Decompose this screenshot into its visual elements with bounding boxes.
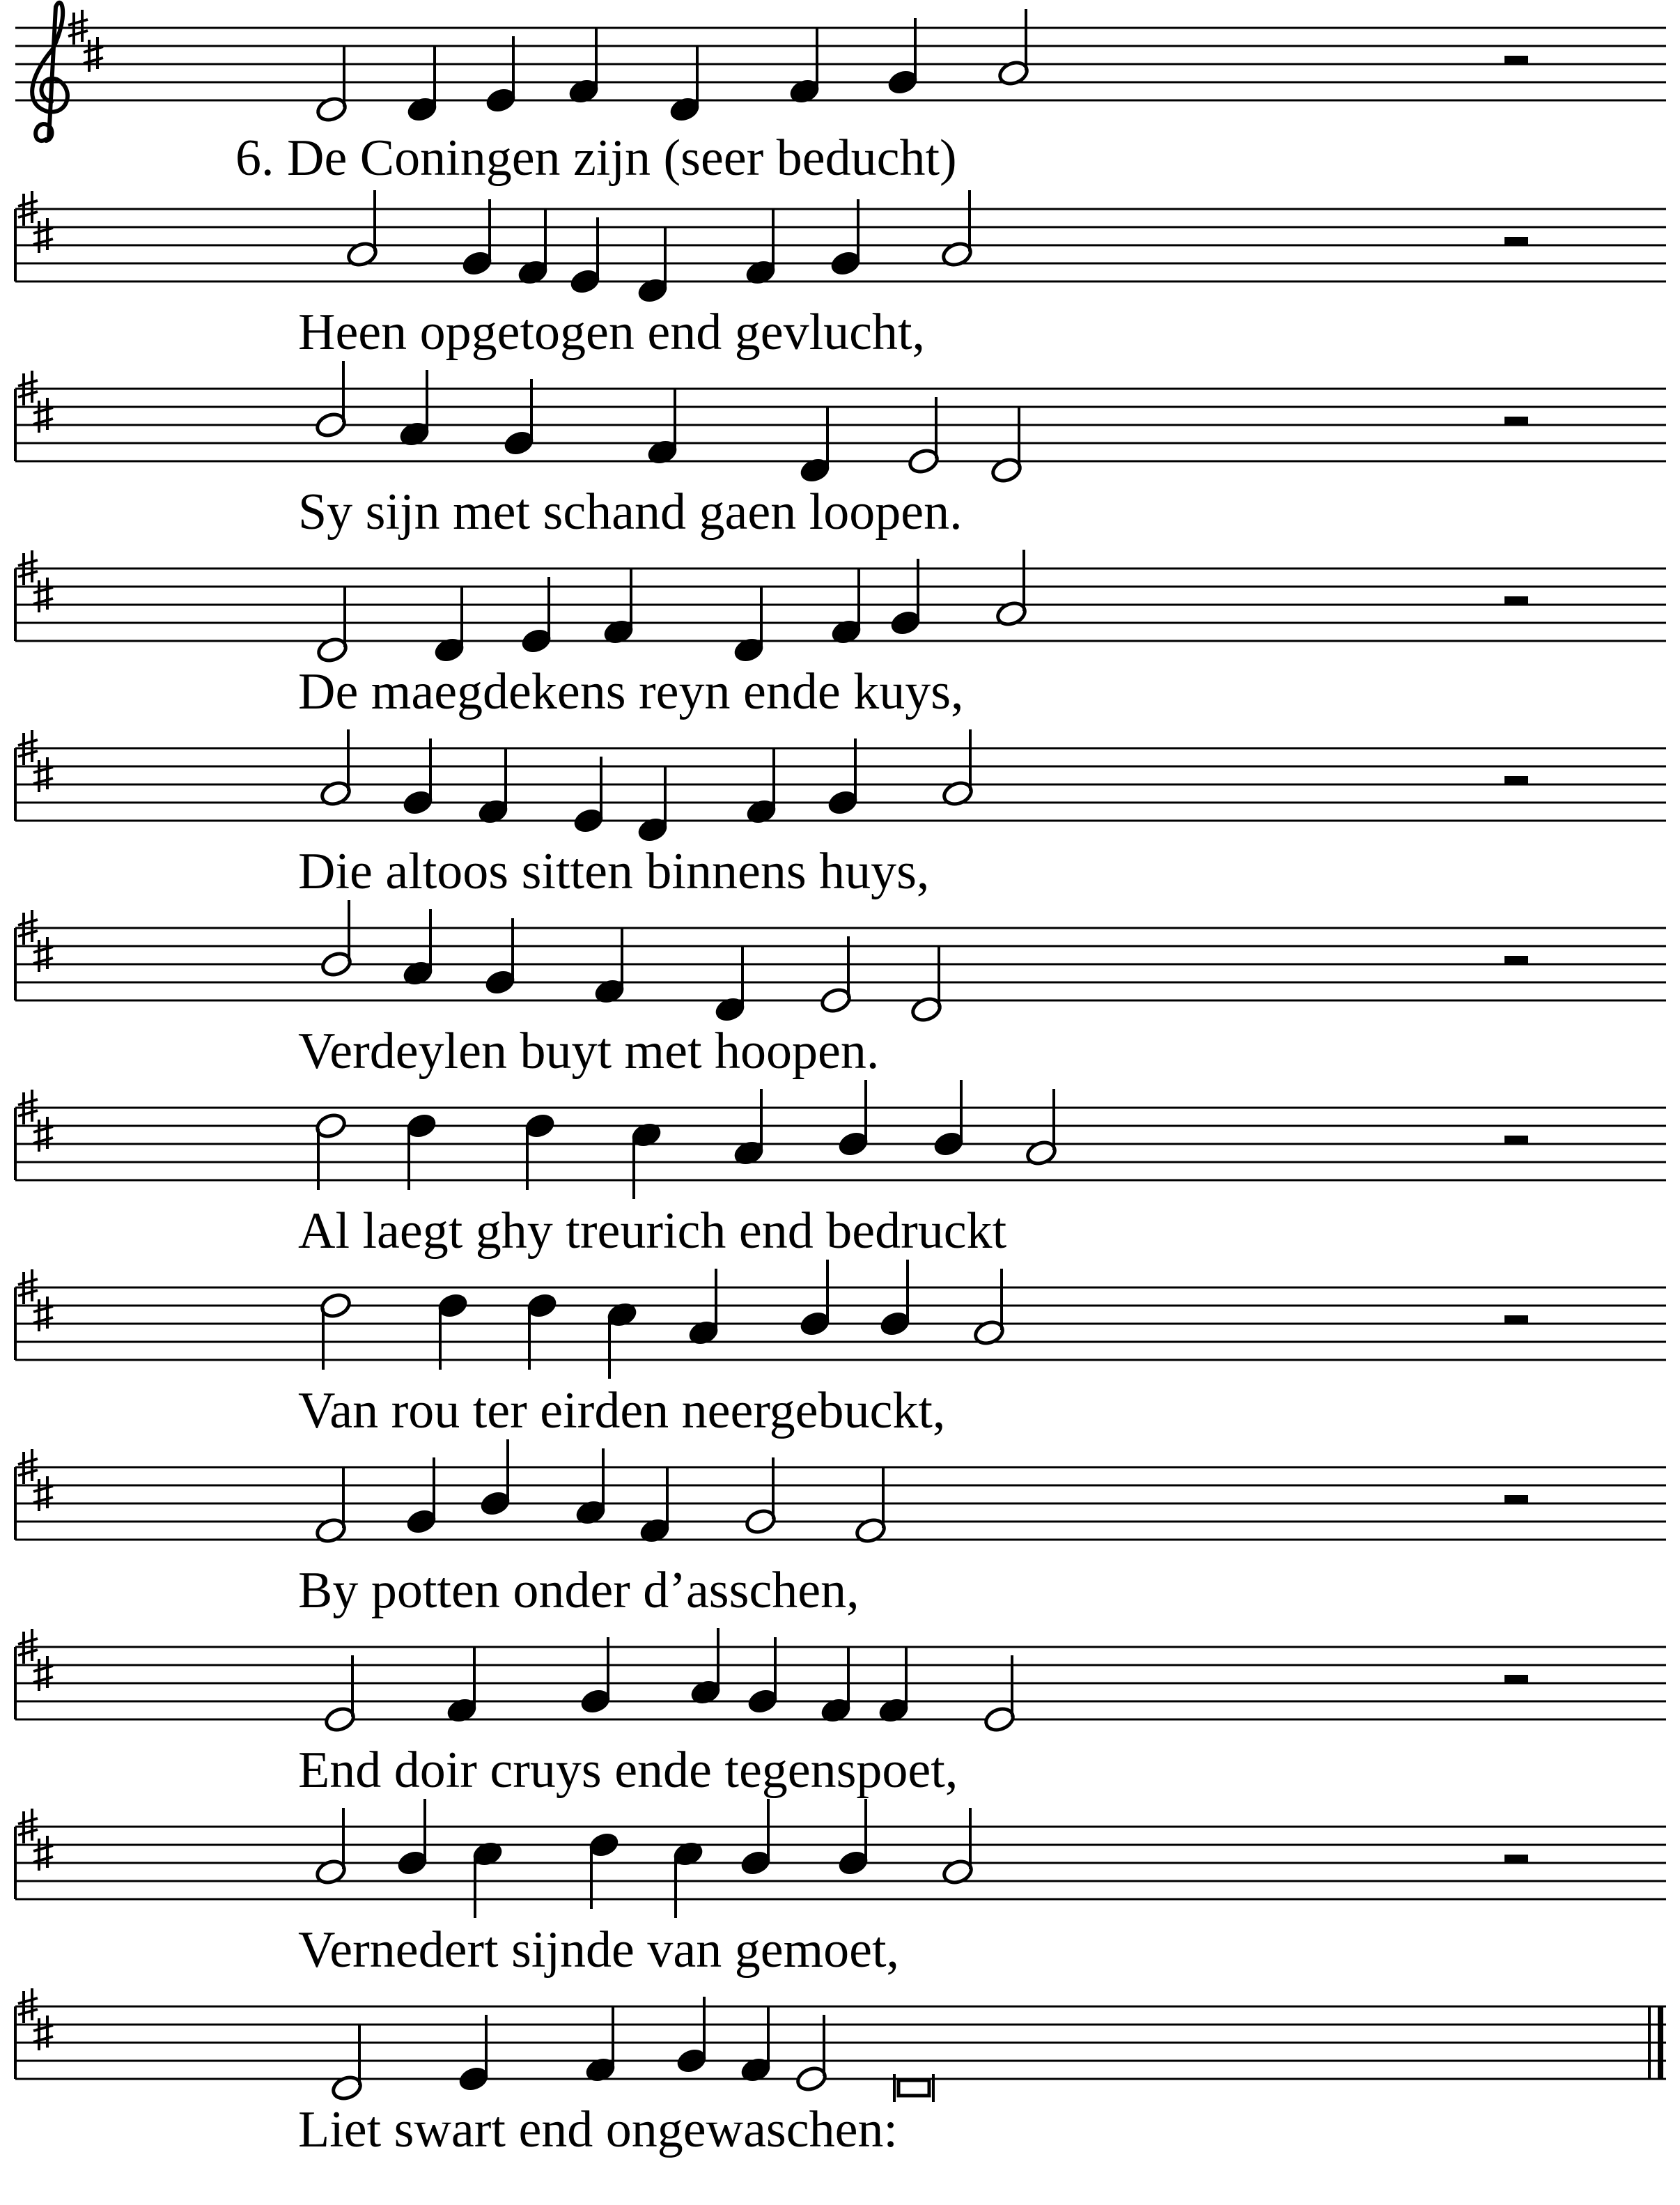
lyric-line: By potten onder d’asschen, [298,1562,860,1619]
breve-note [899,2080,929,2096]
sharp-c-icon [33,757,53,792]
sharp-c-icon [33,578,53,612]
lyric-line: Verdeylen buyt met hoopen. [298,1023,880,1080]
sharp-c-icon [33,1476,53,1511]
lyric-line: End doir cruys ende tegenspoet, [298,1742,958,1799]
lyric-line: Van rou ter eirden neergebuckt, [298,1382,946,1439]
sharp-c-icon [84,37,103,72]
sharp-c-icon [33,937,53,972]
sharp-c-icon [33,1656,53,1691]
sharp-c-icon [33,1297,53,1331]
lyric-line: Die altoos sitten binnens huys, [298,843,930,900]
half-rest [1504,956,1528,964]
half-rest [1504,1855,1528,1863]
lyric-line: Liet swart end ongewaschen: [298,2101,898,2158]
half-rest [1504,1675,1528,1683]
half-rest [1504,1136,1528,1144]
lyric-line: Vernedert sijnde van gemoet, [298,1921,900,1979]
lyric-line: Heen opgetogen end gevlucht, [298,304,926,361]
sharp-c-icon [33,1836,53,1871]
half-rest [1504,1495,1528,1503]
half-rest [1504,56,1528,64]
sharp-c-icon [33,398,53,433]
half-rest [1504,1315,1528,1324]
half-rest [1504,417,1528,425]
lyric-line: De maegdekens reyn ende kuys, [298,663,964,720]
half-rest [1504,776,1528,784]
lyric-line: Al laegt ghy treurich end bedruckt [298,1202,1007,1260]
half-rest [1504,596,1528,605]
treble-clef-icon [32,3,68,141]
lyric-line: Sy sijn met schand gaen loopen. [298,483,963,541]
lyric-line: 6. De Coningen zijn (seer beducht) [235,130,957,187]
sharp-c-icon [33,218,53,253]
sharp-c-icon [33,1117,53,1152]
sharp-c-icon [33,2016,53,2050]
half-rest [1504,237,1528,245]
